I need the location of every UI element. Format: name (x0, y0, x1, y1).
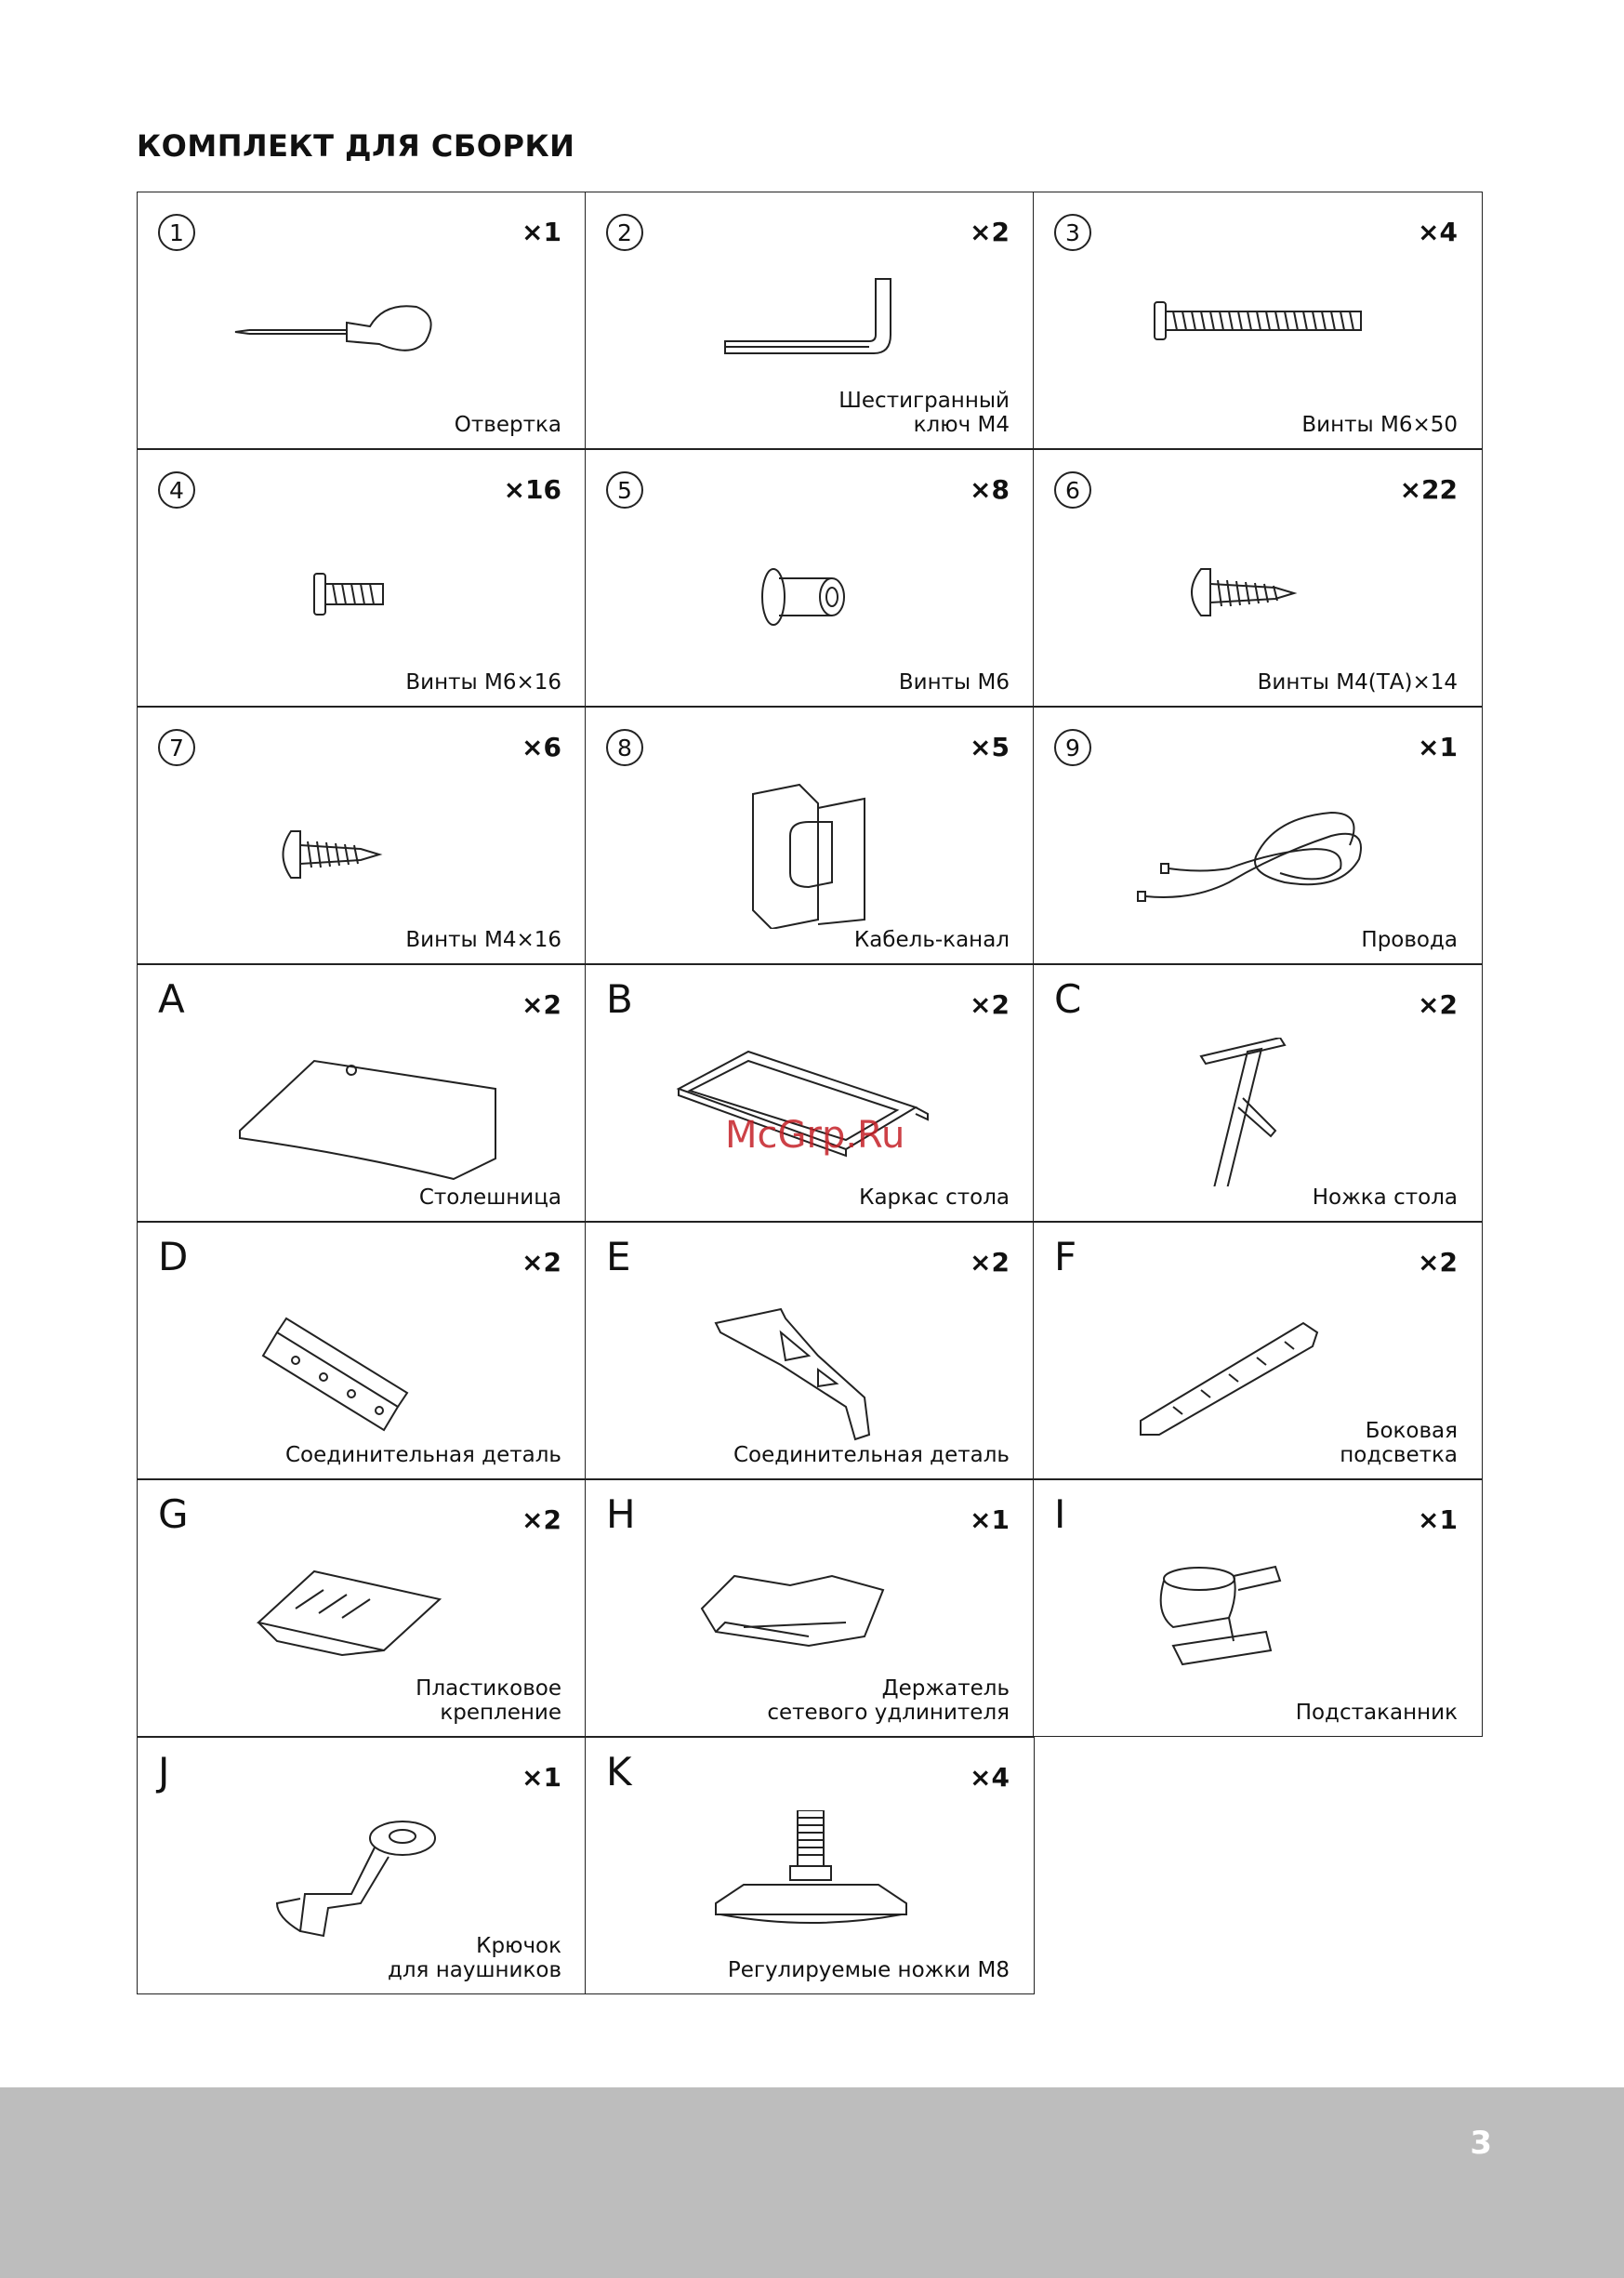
part-label: Кабель-канал (853, 928, 1010, 952)
part-cell (585, 1222, 1035, 1479)
part-label: Столешница (418, 1185, 561, 1210)
part-quantity: ×2 (522, 1504, 561, 1535)
part-label: Винты М6×16 (405, 670, 561, 695)
cable-clip-icon (669, 780, 957, 929)
part-label: Крючок для наушников (387, 1934, 561, 1982)
part-letter: D (158, 1234, 189, 1279)
part-label: Шестигранный ключ М4 (838, 389, 1010, 437)
part-cell (1033, 449, 1483, 707)
part-cell (1033, 964, 1483, 1222)
part-letter: E (606, 1234, 631, 1279)
part-label: Винты М4×16 (405, 928, 561, 952)
part-label: Регулируемые ножки М8 (727, 1958, 1010, 1982)
part-quantity: ×1 (522, 217, 561, 247)
part-cell (585, 449, 1035, 707)
part-cell (137, 1222, 587, 1479)
part-quantity: ×4 (970, 1762, 1010, 1793)
long-screw-icon (1117, 265, 1406, 414)
part-quantity: ×2 (970, 989, 1010, 1020)
wood-screw-icon (221, 780, 509, 929)
part-label: Винты М4(ТА)×14 (1257, 670, 1458, 695)
part-quantity: ×1 (1418, 1504, 1458, 1535)
part-cell (585, 1737, 1035, 1994)
part-cell (137, 192, 587, 449)
part-number: 4 (158, 471, 195, 509)
part-letter: H (606, 1491, 636, 1537)
part-quantity: ×2 (970, 1247, 1010, 1278)
part-quantity: ×4 (1418, 217, 1458, 247)
part-label: Каркас стола (859, 1185, 1010, 1210)
part-cell (137, 449, 587, 707)
adjustable-foot-icon (669, 1810, 957, 1959)
part-letter: J (158, 1749, 170, 1795)
part-quantity: ×2 (522, 1247, 561, 1278)
part-label: Винты М6×50 (1301, 413, 1458, 437)
part-cell (585, 1479, 1035, 1737)
screwdriver-icon (221, 265, 509, 414)
part-number: 9 (1054, 729, 1091, 766)
part-quantity: ×1 (522, 1762, 561, 1793)
part-quantity: ×1 (1418, 732, 1458, 762)
part-label: Подстаканник (1295, 1701, 1458, 1725)
part-number: 3 (1054, 214, 1091, 251)
part-quantity: ×6 (522, 732, 561, 762)
part-quantity: ×2 (1418, 989, 1458, 1020)
part-label: Отвертка (454, 413, 561, 437)
part-letter: F (1054, 1234, 1077, 1279)
part-cell (137, 707, 587, 964)
parts-grid (137, 192, 1484, 2009)
self-tapping-screw-icon (1117, 523, 1406, 671)
short-screw-icon (221, 523, 509, 671)
part-quantity: ×2 (522, 989, 561, 1020)
barrel-nut-icon (669, 523, 957, 671)
page-footer (0, 2087, 1624, 2278)
part-quantity: ×2 (970, 217, 1010, 247)
part-label: Ножка стола (1312, 1185, 1458, 1210)
part-number: 1 (158, 214, 195, 251)
part-label: Держатель сетевого удлинителя (767, 1676, 1010, 1725)
part-cell (1033, 1222, 1483, 1479)
part-quantity: ×8 (970, 474, 1010, 505)
part-number: 8 (606, 729, 643, 766)
part-quantity: ×1 (970, 1504, 1010, 1535)
connector-rail-icon (221, 1295, 509, 1444)
part-cell (1033, 192, 1483, 449)
part-number: 5 (606, 471, 643, 509)
part-number: 2 (606, 214, 643, 251)
part-cell (137, 964, 587, 1222)
part-label: Соединительная деталь (733, 1443, 1010, 1467)
part-cell (137, 1737, 587, 1994)
part-label: Соединительная деталь (284, 1443, 561, 1467)
part-cell (137, 1479, 587, 1737)
table-frame-icon (669, 1038, 957, 1186)
part-label: Винты М6 (898, 670, 1010, 695)
tabletop-icon (221, 1038, 509, 1186)
part-label: Боковая подсветка (1340, 1419, 1458, 1467)
connector-bracket-icon (669, 1295, 957, 1444)
part-number: 7 (158, 729, 195, 766)
part-cell (1033, 707, 1483, 964)
cup-holder-icon (1117, 1553, 1406, 1702)
part-quantity: ×16 (503, 474, 561, 505)
part-cell (585, 964, 1035, 1222)
part-cell (1033, 1479, 1483, 1737)
part-letter: G (158, 1491, 189, 1537)
page-number: 3 (1470, 2125, 1492, 2162)
part-letter: A (158, 976, 185, 1022)
part-quantity: ×22 (1399, 474, 1458, 505)
part-letter: I (1054, 1491, 1066, 1537)
watermark: McGrp.Ru (725, 1114, 905, 1157)
part-quantity: ×2 (1418, 1247, 1458, 1278)
part-cell (585, 192, 1035, 449)
part-quantity: ×5 (970, 732, 1010, 762)
part-letter: K (606, 1749, 632, 1795)
part-letter: B (606, 976, 633, 1022)
part-letter: C (1054, 976, 1082, 1022)
part-cell (585, 707, 1035, 964)
wires-icon (1117, 780, 1406, 929)
table-leg-icon (1117, 1038, 1406, 1186)
part-label: Провода (1361, 928, 1458, 952)
part-number: 6 (1054, 471, 1091, 509)
part-label: Пластиковое крепление (416, 1676, 561, 1725)
page-title: КОМПЛЕКТ ДЛЯ СБОРКИ (137, 128, 575, 164)
